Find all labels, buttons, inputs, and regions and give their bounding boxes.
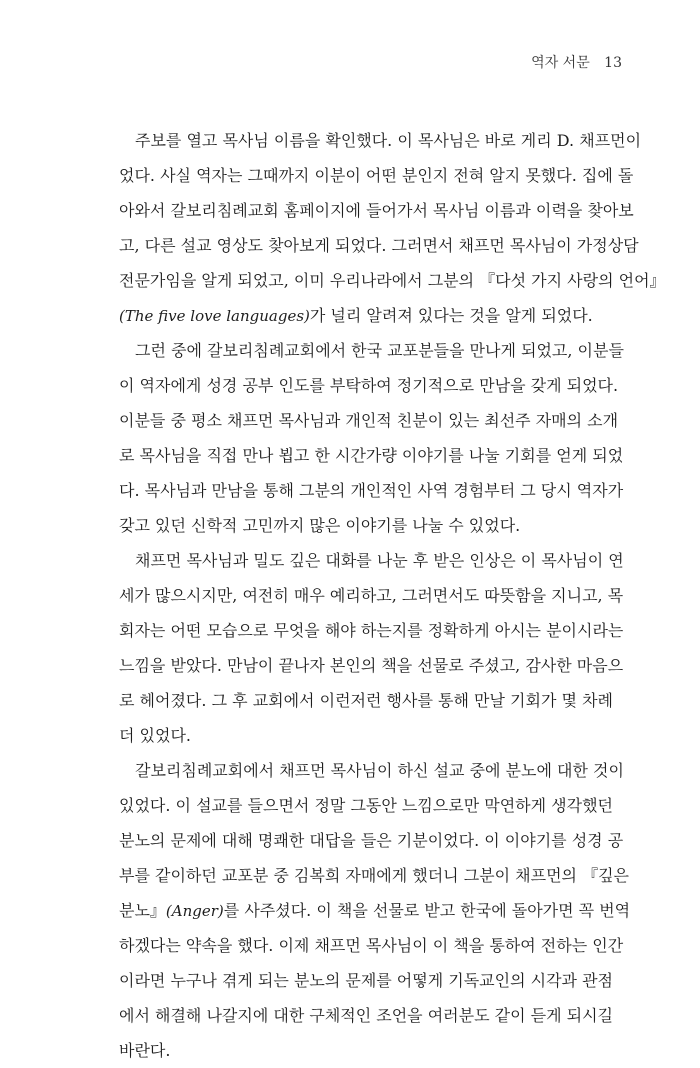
text-fragment: 가 널리 알려져 있다는 것을 알게 되었다.: [309, 306, 593, 325]
body-text: [119, 123, 666, 1068]
text-line: 로 헤어졌다. 그 후 교회에서 이런저런 행사를 통해 만날 기회가 몇 차례: [119, 691, 613, 710]
text-line: 주보를 열고 목사님 이름을 확인했다. 이 목사님은 바로 게리 D. 채프먼이: [135, 131, 642, 150]
text-line: 바란다.: [119, 1041, 171, 1060]
text-line: 다. 목사님과 만남을 통해 그분의 개인적인 사역 경험부터 그 당시 역자가: [119, 481, 624, 500]
text-line: 그런 중에 갈보리침례교회에서 한국 교포분들을 만나게 되었고, 이분들: [135, 341, 624, 360]
text-line: 느낌을 받았다. 만남이 끝나자 본인의 책을 선물로 주셨고, 감사한 마음으: [119, 656, 624, 675]
text-fragment: 를 사주셨다. 이 책을 선물로 받고 한국에 돌아가면 꼭 번역: [223, 901, 631, 920]
text-line: 회자는 어떤 모습으로 무엇을 해야 하는지를 정확하게 아시는 분이시라는: [119, 621, 624, 640]
text-line: 전문가임을 알게 되었고, 이미 우리나라에서 그분의 『다섯 가지 사랑의 언어』: [119, 271, 666, 290]
text-line: [119, 893, 631, 928]
text-line: 채프먼 목사님과 밀도 깊은 대화를 나눈 후 받은 인상은 이 목사님이 연: [135, 551, 624, 570]
book-title-english: (The five love languages): [119, 307, 310, 325]
text-line: 더 있었다.: [119, 726, 191, 745]
text-line: 있었다. 이 설교를 들으면서 정말 그동안 느낌으로만 막연하게 생각했던: [119, 796, 613, 815]
running-head: [531, 52, 622, 72]
text-line: 이분들 중 평소 채프먼 목사님과 개인적 친분이 있는 최선주 자매의 소개: [119, 411, 619, 430]
text-line: 갈보리침례교회에서 채프먼 목사님이 하신 설교 중에 분노에 대한 것이: [135, 761, 624, 780]
text-line: 고, 다른 설교 영상도 찾아보게 되었다. 그러면서 채프먼 목사님이 가정상담: [119, 236, 639, 255]
text-line: 세가 많으시지만, 여전히 매우 예리하고, 그러면서도 따뜻함을 지니고, 목: [119, 586, 624, 605]
text-line: 에서 해결해 나갈지에 대한 구체적인 조언을 여러분도 같이 듣게 되시길: [119, 1006, 613, 1025]
text-line: 갖고 있던 신학적 고민까지 많은 이야기를 나눌 수 있었다.: [119, 516, 521, 535]
text-line: 아와서 갈보리침례교회 홈페이지에 들어가서 목사님 이름과 이력을 찾아보: [119, 201, 634, 220]
text-line: 이 역자에게 성경 공부 인도를 부탁하여 정기적으로 만남을 갖게 되었다.: [119, 376, 619, 395]
text-line: 분노의 문제에 대해 명쾌한 대답을 들은 기분이었다. 이 이야기를 성경 공: [119, 831, 624, 850]
text-line: 었다. 사실 역자는 그때까지 이분이 어떤 분인지 전혀 알지 못했다. 집에 돌: [119, 166, 634, 185]
text-line: 부를 같이하던 교포분 중 김복희 자매에게 했더니 그분이 채프먼의 『깊은: [119, 866, 629, 885]
book-title-english: (Anger): [165, 902, 224, 920]
section-title: 역자 서문: [531, 55, 590, 71]
page-number: 13: [604, 55, 622, 71]
text-fragment: 분노』: [119, 901, 166, 920]
text-line: [119, 298, 613, 333]
text-line: 이라면 누구나 겪게 되는 분노의 문제를 어떻게 기독교인의 시각과 관점: [119, 971, 613, 990]
text-line: 하겠다는 약속을 했다. 이제 채프먼 목사님이 이 책을 통하여 전하는 인간: [119, 936, 624, 955]
text-line: 로 목사님을 직접 만나 뵙고 한 시간가량 이야기를 나눌 기회를 얻게 되었: [119, 446, 624, 465]
